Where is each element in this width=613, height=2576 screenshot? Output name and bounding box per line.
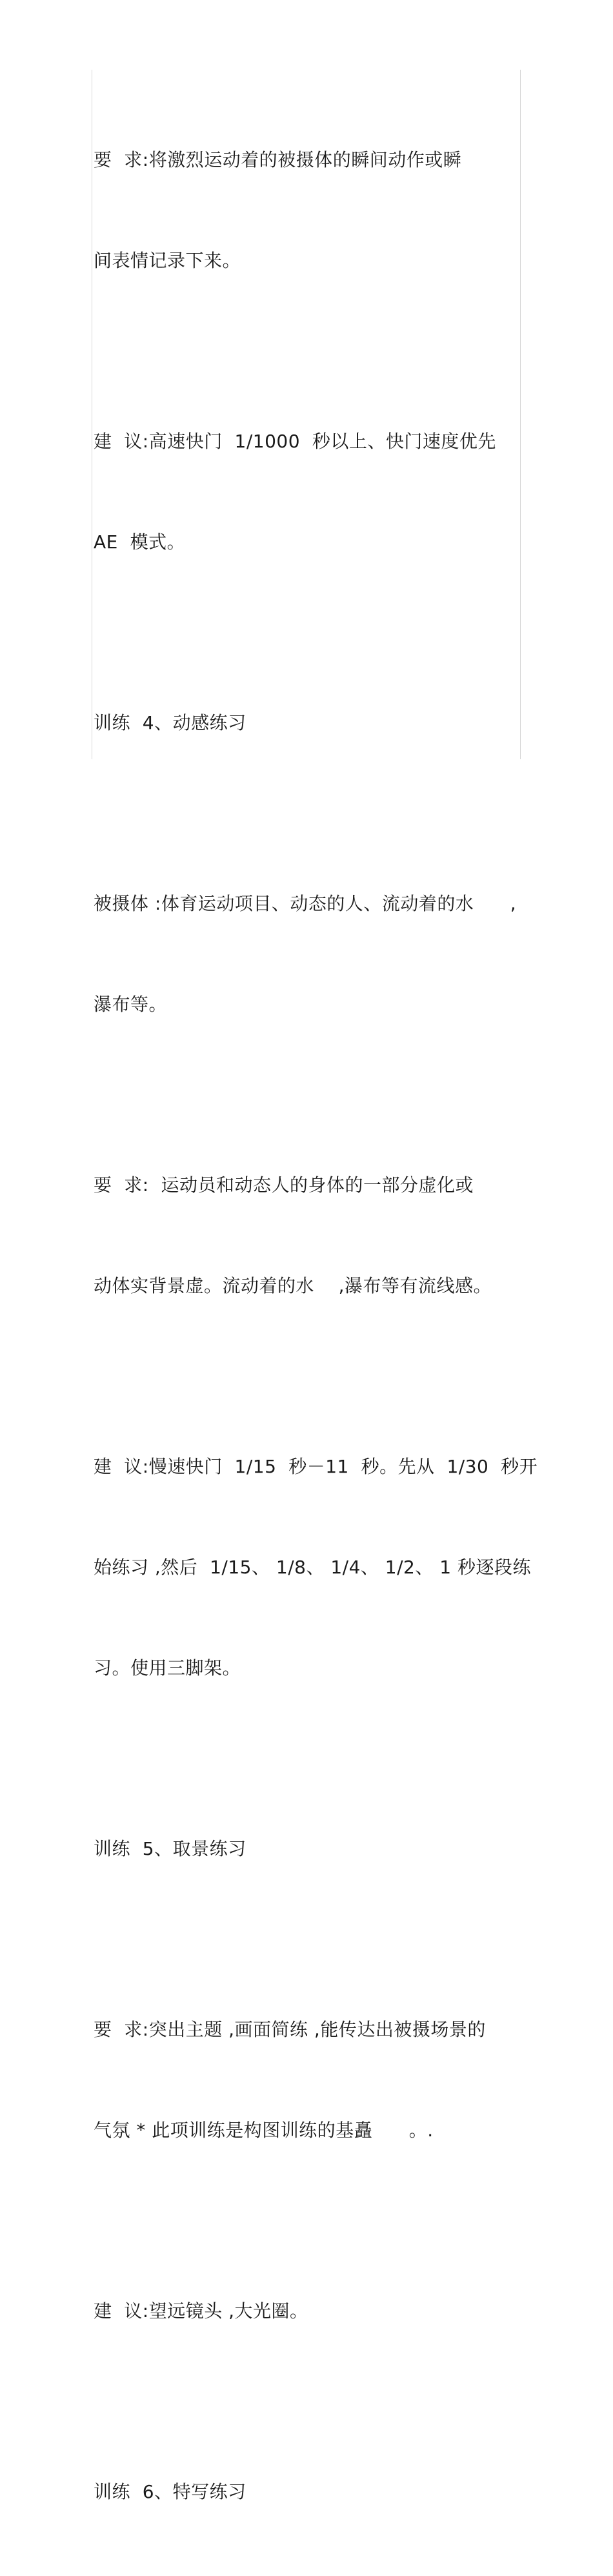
paragraph-requirement-training-4 <box>94 1101 522 1370</box>
text-line: 训练 6、特写练习 <box>94 2481 246 2502</box>
paragraph-advice-snapshot <box>94 358 522 626</box>
text-line: 气氛 * 此项训练是构图训练的基矗 。. <box>94 2120 434 2141</box>
text-line: 建 议:高速快门 1/1000 秒以上、快门速度优先 <box>94 431 496 452</box>
text-line: 建 议:望远镜头 ,大光圈。 <box>94 2300 308 2322</box>
text-line: 间表情记录下来。 <box>94 250 241 271</box>
text-line: 建 议:慢速快门 1/15 秒－11 秒。先从 1/30 秒开 <box>94 1456 538 1477</box>
text-line: 要 求: 运动员和动态人的身体的一部分虚化或 <box>94 1174 474 1196</box>
paragraph-requirement-training-5 <box>94 1946 522 2214</box>
heading-training-6 <box>94 2408 522 2576</box>
text-line: AE 模式。 <box>94 531 186 553</box>
paragraph-subject-training-4 <box>94 820 522 1089</box>
text-line: 要 求:突出主题 ,画面简练 ,能传达出被摄场景的 <box>94 2019 486 2040</box>
text-line: 要 求:将激烈运动着的被摄体的瞬间动作或瞬 <box>94 149 462 170</box>
paragraph-advice-training-4 <box>94 1383 538 1752</box>
text-line: 动体实背景虚。流动着的水 ,瀑布等有流线感。 <box>94 1275 492 1296</box>
paragraph-requirement-snapshot <box>94 76 522 345</box>
heading-training-4 <box>94 639 522 807</box>
text-line: 训练 5、取景练习 <box>94 1838 246 1859</box>
paragraph-advice-training-5 <box>94 2227 522 2395</box>
text-line: 始练习 ,然后 1/15、 1/8、 1/4、 1/2、 1 秒逐段练 <box>94 1557 531 1578</box>
text-line: 训练 4、动感练习 <box>94 712 246 733</box>
text-line: 被摄体 :体育运动项目、动态的人、流动着的水 , <box>94 893 517 914</box>
text-line: 习。使用三脚架。 <box>94 1657 241 1679</box>
heading-training-5 <box>94 1765 522 1933</box>
text-line: 瀑布等。 <box>94 994 168 1015</box>
document-body <box>94 76 538 2576</box>
